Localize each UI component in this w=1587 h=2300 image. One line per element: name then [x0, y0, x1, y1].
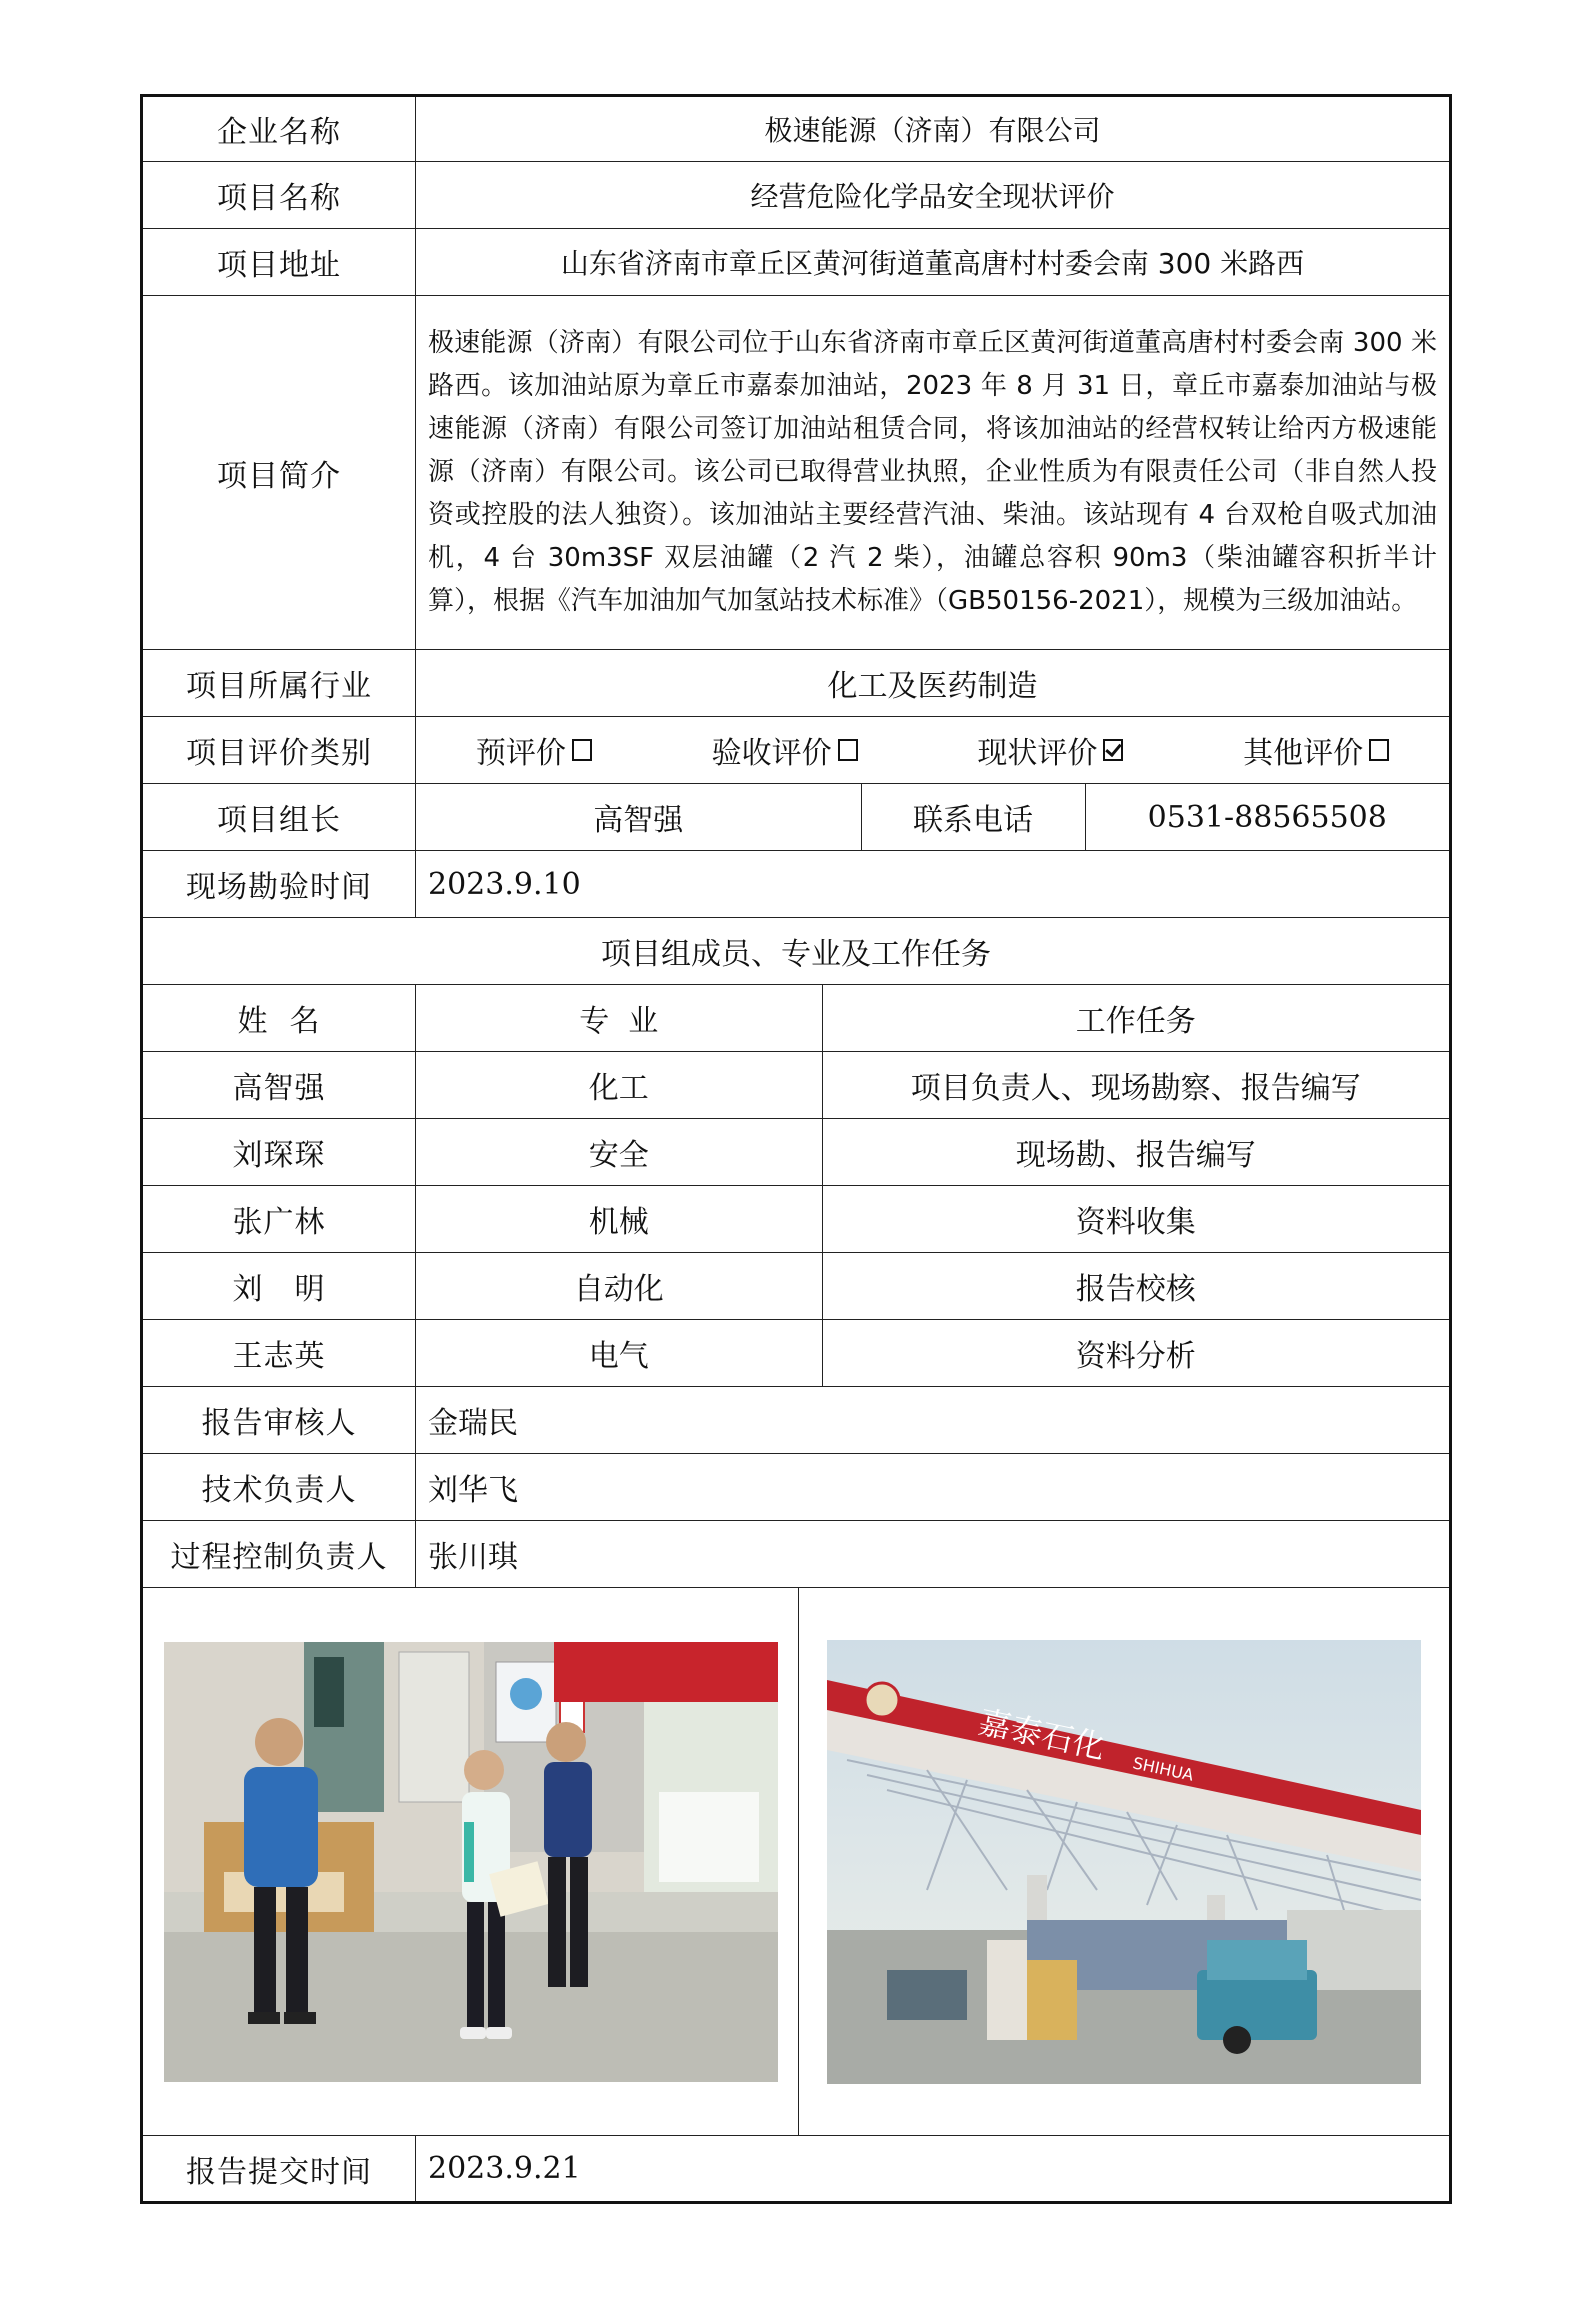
process-lead-label: 过程控制负责人 [142, 1521, 416, 1588]
member-task-header: 工作任务 [822, 985, 1449, 1051]
industry-value: 化工及医药制造 [416, 650, 1451, 717]
company-row [142, 96, 1451, 162]
category-row [142, 717, 1451, 784]
survey-time-row [142, 851, 1451, 918]
leader-label: 项目组长 [142, 784, 416, 851]
members-section-title: 项目组成员、专业及工作任务 [142, 918, 1451, 985]
unchecked-box-icon[interactable] [838, 739, 858, 761]
category-option-current[interactable] [977, 728, 1123, 772]
table-row [142, 1253, 1451, 1320]
unchecked-box-icon[interactable] [572, 739, 592, 761]
phone-value: 0531-88565508 [1085, 784, 1449, 850]
table-row [142, 1119, 1451, 1186]
member-major: 化工 [588, 1071, 649, 1106]
member-task: 资料收集 [822, 1186, 1449, 1252]
members-header-row [142, 985, 1451, 1052]
evaluation-form-table [140, 94, 1452, 2204]
checked-box-icon[interactable] [1103, 739, 1123, 761]
member-major: 安全 [588, 1138, 649, 1173]
evaluation-form-sheet [140, 94, 1449, 2204]
category-option-other[interactable] [1243, 728, 1389, 772]
leader-row [142, 784, 1451, 851]
member-task: 项目负责人、现场勘察、报告编写 [822, 1052, 1449, 1118]
phone-label: 联系电话 [861, 784, 1085, 850]
member-name-header: 姓 名 [142, 985, 416, 1052]
station-sign-en-text: SHIHUA [1131, 1752, 1196, 1785]
address-label: 项目地址 [142, 229, 416, 296]
intro-row [142, 296, 1451, 650]
company-value: 极速能源（济南）有限公司 [416, 96, 1451, 162]
submit-time-value: 2023.9.21 [416, 2136, 1451, 2203]
site-survey-photo [164, 1642, 778, 2082]
reviewer-label: 报告审核人 [142, 1387, 416, 1454]
tech-lead-value: 刘华飞 [416, 1454, 1451, 1521]
intro-text: 极速能源（济南）有限公司位于山东省济南市章丘区黄河街道董高唐村村委会南 300 米路西。该加油站原为章丘市嘉泰加油站，2023 年 8 月 31 日，章丘市嘉泰加油站与极速能源（济南）有限公司签订加油站租赁合同，将该加油站的经营权转让给丙方极速能源（济南）有限公司。该公司已取得营业执照，企业性质为有限责任公司（非自然人投资或控股的法人独资）。该加油站主要经营汽油、柴油。该站现有 4 台双枪自吸式加油机，4 台 30m3SF 双层油罐（2 汽 2 柴），油罐总容积 90m3（柴油罐容积折半计算），根据《汽车加油加气加氢站技术标准》（GB50156-2021），规模为三级加油站。 [416, 296, 1451, 650]
member-name: 王志英 [142, 1320, 416, 1387]
survey-time-label: 现场勘验时间 [142, 851, 416, 918]
station-sign-text: 嘉泰石化 [975, 1702, 1109, 1766]
reviewer-value: 金瑞民 [416, 1387, 1451, 1454]
gas-station-photo [827, 1640, 1421, 2084]
category-options [416, 717, 1451, 784]
category-option-label: 预评价 [475, 736, 566, 771]
table-row [142, 1186, 1451, 1253]
submit-time-row [142, 2136, 1451, 2203]
member-major-header: 专 业 [579, 1004, 659, 1039]
category-option-acceptance[interactable] [712, 728, 858, 772]
address-row [142, 229, 1451, 296]
category-option-label: 验收评价 [711, 736, 832, 771]
tech-lead-row [142, 1454, 1451, 1521]
member-task: 现场勘、报告编写 [822, 1119, 1449, 1185]
unchecked-box-icon[interactable] [1369, 739, 1389, 761]
member-task: 资料分析 [822, 1320, 1449, 1386]
table-row [142, 1052, 1451, 1119]
member-major: 电气 [588, 1339, 649, 1374]
photos-row [142, 1588, 1451, 2136]
industry-row [142, 650, 1451, 717]
category-label: 项目评价类别 [142, 717, 416, 784]
intro-label: 项目简介 [142, 296, 416, 650]
industry-label: 项目所属行业 [142, 650, 416, 717]
leader-value: 高智强 [593, 803, 684, 838]
member-name: 刘 明 [142, 1253, 416, 1320]
category-option-label: 其他评价 [1243, 736, 1364, 771]
process-lead-value: 张川琪 [416, 1521, 1451, 1588]
survey-time-value: 2023.9.10 [416, 851, 1451, 918]
category-option-pre[interactable] [476, 728, 592, 772]
member-task: 报告校核 [822, 1253, 1449, 1319]
reviewer-row [142, 1387, 1451, 1454]
member-name: 张广林 [142, 1186, 416, 1253]
table-row [142, 1320, 1451, 1387]
project-name-value: 经营危险化学品安全现状评价 [416, 162, 1451, 229]
address-value: 山东省济南市章丘区黄河街道董高唐村村委会南 300 米路西 [416, 229, 1451, 296]
member-major: 自动化 [573, 1272, 664, 1307]
member-major: 机械 [588, 1205, 649, 1240]
project-name-row [142, 162, 1451, 229]
tech-lead-label: 技术负责人 [142, 1454, 416, 1521]
category-option-label: 现状评价 [977, 736, 1098, 771]
project-name-label: 项目名称 [142, 162, 416, 229]
member-name: 高智强 [142, 1052, 416, 1119]
member-name: 刘琛琛 [142, 1119, 416, 1186]
members-section-row [142, 918, 1451, 985]
company-label: 企业名称 [142, 96, 416, 162]
submit-time-label: 报告提交时间 [142, 2136, 416, 2203]
process-lead-row [142, 1521, 1451, 1588]
